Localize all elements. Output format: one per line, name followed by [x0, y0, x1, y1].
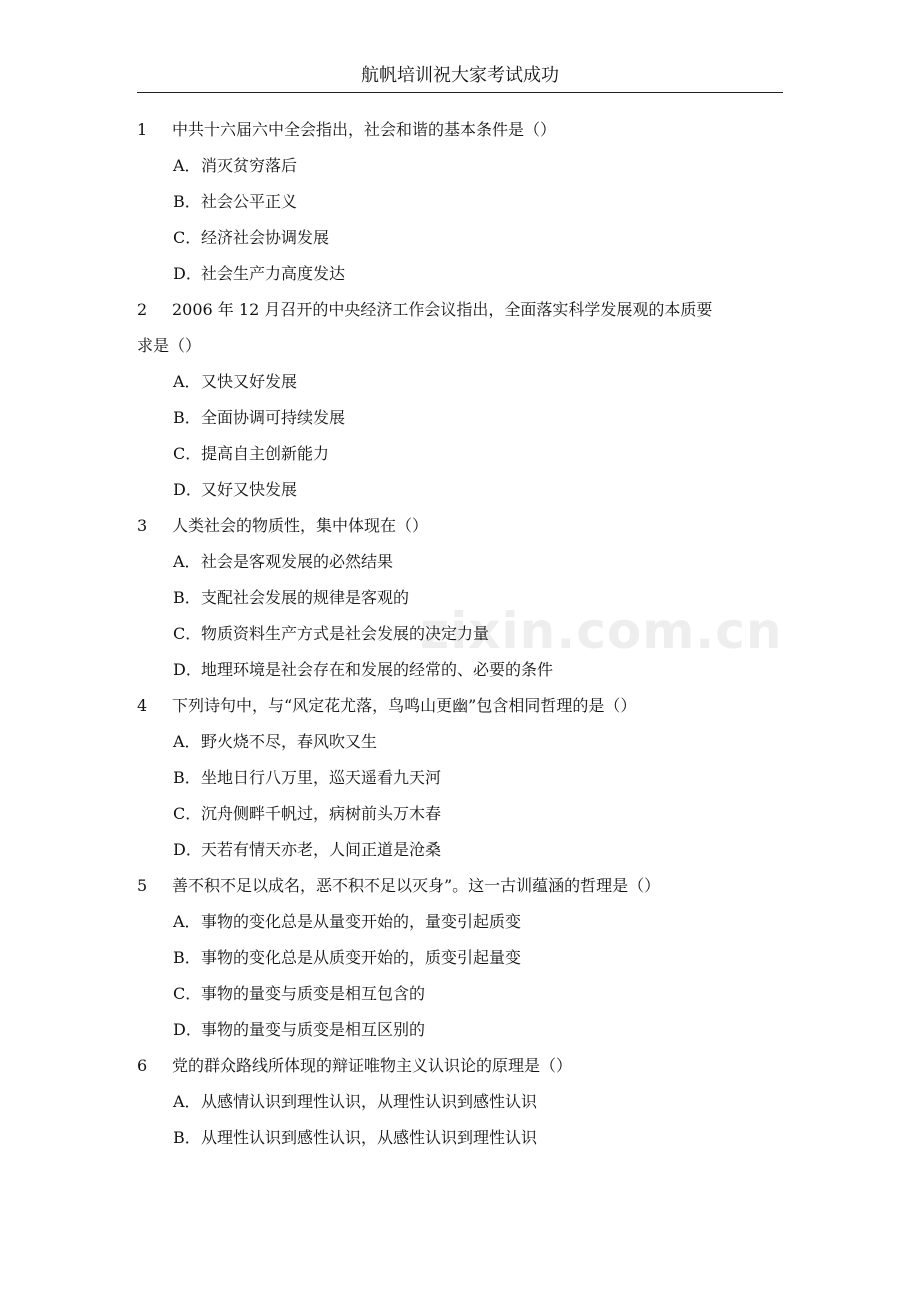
option-label: D．	[173, 840, 202, 859]
option-label: D．	[173, 660, 202, 679]
option-text: 又好又快发展	[201, 480, 298, 499]
option-text: 事物的量变与质变是相互区别的	[201, 1020, 426, 1039]
option-text: 物质资料生产方式是社会发展的决定力量	[201, 624, 490, 643]
question-text: 善不积不足以成名，恶不积不足以灭身”。这一古训蕴涵的哲理是（）	[172, 876, 661, 895]
option-text: 沉舟侧畔千帆过，病树前头万木春	[201, 804, 442, 823]
option-label: B．	[173, 192, 201, 211]
answer-option	[137, 436, 787, 472]
page-header: 航帆培训祝大家考试成功	[137, 62, 783, 93]
option-text: 野火烧不尽，春风吹又生	[201, 732, 378, 751]
question-stem	[137, 868, 787, 904]
answer-option	[137, 256, 787, 292]
watermark-text: zixin.com.cn	[420, 602, 783, 660]
answer-option	[137, 184, 787, 220]
question-number: 2	[137, 300, 148, 319]
answer-option	[137, 1012, 787, 1048]
answer-option	[137, 904, 787, 940]
answer-option	[137, 220, 787, 256]
question-5	[137, 868, 787, 1048]
option-text: 事物的量变与质变是相互包含的	[201, 984, 426, 1003]
option-text: 从理性认识到感性认识，从感性认识到理性认识	[201, 1128, 538, 1147]
answer-option	[137, 544, 787, 580]
option-label: A．	[173, 912, 201, 931]
option-label: A．	[173, 552, 201, 571]
option-label: A．	[173, 156, 201, 175]
option-label: B．	[173, 408, 201, 427]
option-label: C．	[173, 984, 202, 1003]
option-label: D．	[173, 480, 202, 499]
option-text: 事物的变化总是从量变开始的，量变引起质变	[201, 912, 522, 931]
option-label: C．	[173, 804, 202, 823]
answer-option	[137, 364, 787, 400]
question-number: 3	[137, 516, 148, 535]
answer-option	[137, 472, 787, 508]
question-2	[137, 292, 787, 508]
option-text: 经济社会协调发展	[201, 228, 330, 247]
option-text: 从感情认识到理性认识，从理性认识到感性认识	[201, 1092, 538, 1111]
answer-option	[137, 400, 787, 436]
option-label: D．	[173, 1020, 202, 1039]
question-list	[137, 112, 787, 1156]
answer-option	[137, 148, 787, 184]
answer-option	[137, 976, 787, 1012]
answer-option	[137, 1120, 787, 1156]
option-label: A．	[173, 732, 201, 751]
question-text: 下列诗句中，与“风定花尤落，鸟鸣山更幽”包含相同哲理的是（）	[172, 696, 637, 715]
question-number: 5	[137, 876, 148, 895]
option-label: A．	[173, 1092, 201, 1111]
option-text: 社会生产力高度发达	[201, 264, 346, 283]
option-text: 消灭贫穷落后	[201, 156, 298, 175]
option-label: B．	[173, 948, 201, 967]
question-stem	[137, 508, 787, 544]
option-text: 社会是客观发展的必然结果	[201, 552, 394, 571]
option-text: 社会公平正义	[201, 192, 298, 211]
answer-option	[137, 652, 787, 688]
question-text: 党的群众路线所体现的辩证唯物主义认识论的原理是（）	[172, 1056, 573, 1075]
question-1	[137, 112, 787, 292]
question-stem	[137, 292, 787, 328]
option-text: 地理环境是社会存在和发展的经常的、必要的条件	[201, 660, 554, 679]
option-label: C．	[173, 624, 202, 643]
option-text: 事物的变化总是从质变开始的，质变引起量变	[201, 948, 522, 967]
answer-option	[137, 580, 787, 616]
option-label: C．	[173, 444, 202, 463]
answer-option	[137, 760, 787, 796]
option-label: A．	[173, 372, 201, 391]
question-stem	[137, 688, 787, 724]
option-label: C．	[173, 228, 202, 247]
option-text: 坐地日行八万里，巡天遥看九天河	[201, 768, 442, 787]
option-text: 全面协调可持续发展	[201, 408, 346, 427]
answer-option	[137, 616, 787, 652]
question-text: 2006 年 12 月召开的中央经济工作会议指出，全面落实科学发展观的本质要	[172, 300, 713, 319]
option-text: 提高自主创新能力	[201, 444, 330, 463]
question-number: 4	[137, 696, 148, 715]
question-number: 1	[137, 120, 148, 139]
question-6	[137, 1048, 787, 1156]
option-text: 天若有情天亦老，人间正道是沧桑	[201, 840, 442, 859]
answer-option	[137, 724, 787, 760]
option-label: D．	[173, 264, 202, 283]
question-4	[137, 688, 787, 868]
question-stem	[137, 112, 787, 148]
question-text: 人类社会的物质性，集中体现在（）	[172, 516, 429, 535]
answer-option	[137, 832, 787, 868]
option-text: 又快又好发展	[201, 372, 298, 391]
answer-option	[137, 940, 787, 976]
question-3	[137, 508, 787, 688]
option-label: B．	[173, 768, 201, 787]
question-text: 中共十六届六中全会指出，社会和谐的基本条件是（）	[172, 120, 557, 139]
option-label: B．	[173, 588, 201, 607]
option-text: 支配社会发展的规律是客观的	[201, 588, 410, 607]
question-stem	[137, 1048, 787, 1084]
option-label: B．	[173, 1128, 201, 1147]
question-text-continuation: 求是（）	[137, 336, 202, 355]
answer-option	[137, 796, 787, 832]
answer-option	[137, 1084, 787, 1120]
question-number: 6	[137, 1056, 148, 1075]
